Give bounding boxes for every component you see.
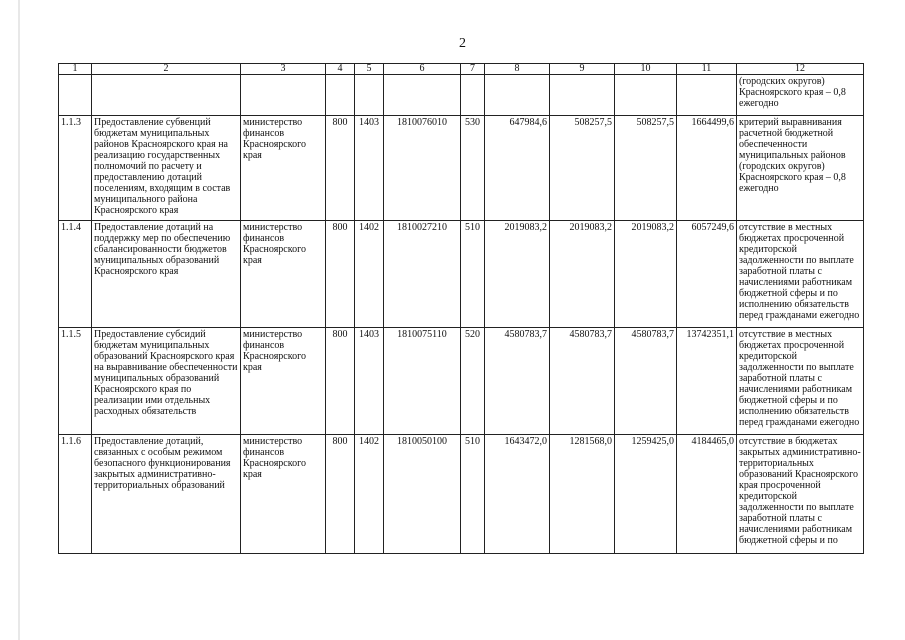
header-cell: 9 (550, 64, 615, 75)
header-cell: 6 (384, 64, 461, 75)
measure-name: Предоставление субсидий бюджетам муниципальных образований Красноярского края на выравнивание обеспеченности муниципальных образований Красноярского края по реализации ими отдельных расходных обязательств (92, 328, 241, 435)
amount-year-3: 2019083,2 (615, 221, 677, 328)
code-vr: 510 (461, 221, 485, 328)
expected-result: отсутствие в местных бюджетах просроченной кредиторской задолженности по выплате заработной платы с начислениями работникам бюджетной сферы и по исполнению обязательств перед гражданами ежегодно (737, 221, 864, 328)
executor: министерство финансов Красноярского края (241, 435, 326, 554)
amount-year-1: 647984,6 (485, 116, 550, 221)
table-row (59, 435, 864, 554)
header-cell: 8 (485, 64, 550, 75)
amount-year-2: 2019083,2 (550, 221, 615, 328)
code-csr: 1810075110 (384, 328, 461, 435)
code-grbs: 800 (326, 328, 355, 435)
code-csr: 1810076010 (384, 116, 461, 221)
header-cell: 7 (461, 64, 485, 75)
code-csr: 1810027210 (384, 221, 461, 328)
header-cell: 1 (59, 64, 92, 75)
expected-result: критерий выравнивания расчетной бюджетной обеспеченности муниципальных районов (городских округов) Красноярского края – 0,8 ежегодно (737, 116, 864, 221)
amount-total: 4184465,0 (677, 435, 737, 554)
executor: министерство финансов Красноярского края (241, 116, 326, 221)
code-grbs: 800 (326, 435, 355, 554)
amount-year-2: 1281568,0 (550, 435, 615, 554)
amount-total: 1664499,6 (677, 116, 737, 221)
header-cell: 4 (326, 64, 355, 75)
expected-result: отсутствие в местных бюджетах просроченной кредиторской задолженности по выплате заработной платы с начислениями работникам бюджетной сферы и по исполнению обязательств перед гражданами ежегодно (737, 328, 864, 435)
amount-total: 6057249,6 (677, 221, 737, 328)
header-cell: 2 (92, 64, 241, 75)
code-vr: 510 (461, 435, 485, 554)
amount-year-1: 2019083,2 (485, 221, 550, 328)
row-number: 1.1.5 (59, 328, 92, 435)
row-number: 1.1.6 (59, 435, 92, 554)
continuation-row (59, 75, 864, 116)
amount-year-3: 508257,5 (615, 116, 677, 221)
header-cell: 12 (737, 64, 864, 75)
scan-edge-shadow (18, 0, 20, 640)
row-number: 1.1.4 (59, 221, 92, 328)
executor: министерство финансов Красноярского края (241, 328, 326, 435)
code-rzpr: 1403 (355, 116, 384, 221)
continuation-note: (городских округов) Красноярского края – 0,8 ежегодно (737, 75, 864, 116)
amount-year-1: 4580783,7 (485, 328, 550, 435)
program-table (58, 63, 864, 554)
row-number: 1.1.3 (59, 116, 92, 221)
code-rzpr: 1403 (355, 328, 384, 435)
measure-name: Предоставление субвенций бюджетам муниципальных районов Красноярского края на реализацию государственных полномочий по расчету и предоставлению дотаций поселениям, входящим в состав муниципального района Красноярского края (92, 116, 241, 221)
page-number: 2 (459, 36, 466, 51)
measure-name: Предоставление дотаций на поддержку мер по обеспечению сбалансированности бюджетов муниципальных образований Красноярского края (92, 221, 241, 328)
amount-year-3: 1259425,0 (615, 435, 677, 554)
executor: министерство финансов Красноярского края (241, 221, 326, 328)
amount-total: 13742351,1 (677, 328, 737, 435)
column-number-row (59, 64, 864, 75)
header-cell: 5 (355, 64, 384, 75)
header-cell: 10 (615, 64, 677, 75)
code-grbs: 800 (326, 116, 355, 221)
expected-result: отсутствие в бюджетах закрытых административно-территориальных образований Красноярского края просроченной кредиторской задолженности по выплате заработной платы с начислениями работникам бюджетной сферы и по (737, 435, 864, 554)
code-rzpr: 1402 (355, 435, 384, 554)
amount-year-1: 1643472,0 (485, 435, 550, 554)
amount-year-2: 4580783,7 (550, 328, 615, 435)
header-cell: 3 (241, 64, 326, 75)
header-cell: 11 (677, 64, 737, 75)
code-csr: 1810050100 (384, 435, 461, 554)
code-grbs: 800 (326, 221, 355, 328)
table-row (59, 328, 864, 435)
table-row (59, 221, 864, 328)
amount-year-2: 508257,5 (550, 116, 615, 221)
code-rzpr: 1402 (355, 221, 384, 328)
measure-name: Предоставление дотаций, связанных с особым режимом безопасного функционирования закрытых административно-территориальных образований (92, 435, 241, 554)
table-row (59, 116, 864, 221)
code-vr: 520 (461, 328, 485, 435)
amount-year-3: 4580783,7 (615, 328, 677, 435)
code-vr: 530 (461, 116, 485, 221)
